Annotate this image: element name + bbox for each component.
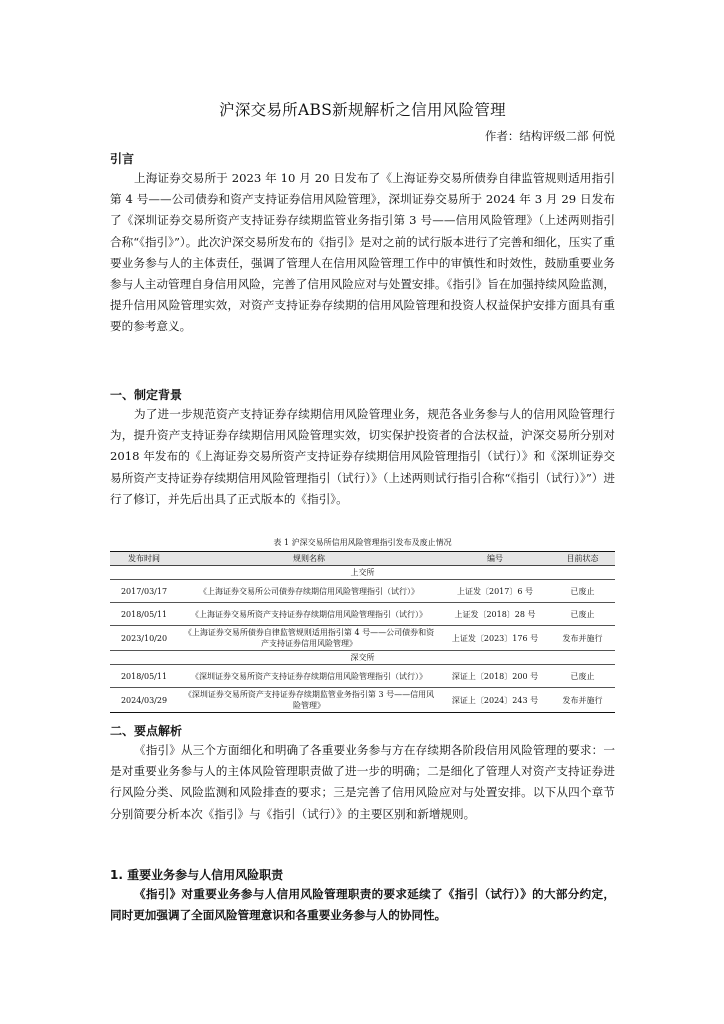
table-section-row: [110, 566, 615, 580]
rules-table: [110, 551, 615, 713]
table-header-cell: 发布时间: [110, 552, 178, 566]
table-header-cell: 规则名称: [178, 552, 440, 566]
rule-name-cell: 《上海证券交易所资产支持证券存续期信用风险管理指引（试行）》: [178, 603, 440, 626]
number-cell: 上证发〔2023〕176 号: [440, 626, 550, 651]
table-row: [110, 603, 615, 626]
document-title: 沪深交易所ABS新规解析之信用风险管理: [219, 101, 506, 119]
status-cell: 已废止: [550, 603, 615, 626]
sub-heading-responsibilities: 1. 重要业务参与人信用风险职责: [110, 868, 284, 882]
author-line: 作者：结构评级二部 何悦: [484, 129, 615, 143]
date-cell: 2018/05/11: [110, 603, 178, 626]
responsibilities-paragraph: 《指引》对重要业务参与人信用风险管理职责的要求延续了《指引（试行）》的大部分约定，同时更加强调了全面风险管理意识和各重要业务参与人的协同性。: [110, 887, 615, 923]
number-cell: 上证发〔2018〕28 号: [440, 603, 550, 626]
background-paragraph: 为了进一步规范资产支持证券存续期信用风险管理业务，规范各业务参与人的信用风险管理行为，提升资产支持证券存续期信用风险管理实效，切实保护投资者的合法权益，沪深交易所分别对 2018 年发布的《上海证券交易所资产支持证券存续期信用风险管理指引（试行）》和《深圳证券交易所资产支持证券存续期信用风险管理指引（试行）》（上述两则试行指引合称“《指引（试行）》”）进行了修订，并先后出具了正式版本的《指引》。: [110, 407, 615, 506]
rule-name-cell: 《上海证券交易所债券自律监管规则适用指引第 4 号——公司债券和资产支持证券信用风险管理》: [178, 626, 440, 651]
date-cell: 2024/03/29: [110, 688, 178, 713]
rule-name-cell: 《上海证券交易所公司债券存续期信用风险管理指引（试行）》: [178, 580, 440, 603]
status-cell: 发布并施行: [550, 688, 615, 713]
table-row: [110, 626, 615, 651]
table-header-cell: 编号: [440, 552, 550, 566]
number-cell: 上证发〔2017〕6 号: [440, 580, 550, 603]
number-cell: 深证上〔2018〕200 号: [440, 665, 550, 688]
table-row: [110, 688, 615, 713]
date-cell: 2017/03/17: [110, 580, 178, 603]
table-row: [110, 580, 615, 603]
status-cell: 发布并施行: [550, 626, 615, 651]
date-cell: 2018/05/11: [110, 665, 178, 688]
number-cell: 深证上〔2024〕243 号: [440, 688, 550, 713]
table-header-cell: 目前状态: [550, 552, 615, 566]
rule-name-cell: 《深圳证券交易所资产支持证券存续期监管业务指引第 3 号——信用风险管理》: [178, 688, 440, 713]
intro-heading: 引言: [110, 152, 135, 166]
table-caption: 表 1 沪深交易所信用风险管理指引发布及废止情况: [273, 538, 452, 547]
status-cell: 已废止: [550, 580, 615, 603]
table-section-row: [110, 651, 615, 665]
rule-name-cell: 《深圳证券交易所资产支持证券存续期信用风险管理指引（试行）》: [178, 665, 440, 688]
key-points-heading: 二、要点解析: [110, 724, 183, 738]
table-row: [110, 665, 615, 688]
status-cell: 已废止: [550, 665, 615, 688]
table-header-row: [110, 552, 615, 566]
intro-paragraph: 上海证券交易所于 2023 年 10 月 20 日发布了《上海证券交易所债券自律监管规则适用指引第 4 号——公司债券和资产支持证券信用风险管理》，深圳证券交易所于 2024 年 3 月 29 日发布了《深圳证券交易所资产支持证券存续期监管业务指引第 3 号——信用风险管理》（上述两则指引合称“《指引》”）。此次沪深交易所发布的《指引》是对之前的试行版本进行了完善和细化，压实了重要业务参与人的主体责任，强调了管理人在信用风险管理工作中的审慎性和时效性，鼓励重要业务参与人主动管理自身信用风险，完善了信用风险应对与处置安排。《指引》旨在加强持续风险监测，提升信用风险管理实效，对资产支持证券存续期的信用风险管理和投资人权益保护安排方面具有重要的参考意义。: [110, 171, 615, 334]
section-label-sse: 上交所: [110, 566, 615, 580]
background-heading: 一、制定背景: [110, 388, 183, 402]
section-label-szse: 深交所: [110, 651, 615, 665]
key-points-paragraph: 《指引》从三个方面细化和明确了各重要业务参与方在存续期各阶段信用风险管理的要求：一是对重要业务参与人的主体风险管理职责做了进一步的明确；二是细化了管理人对资产支持证券进行风险分类、风险监测和风险排查的要求；三是完善了信用风险应对与处置安排。以下从四个章节分别简要分析本次《指引》与《指引（试行）》的主要区别和新增规则。: [110, 743, 615, 821]
date-cell: 2023/10/20: [110, 626, 178, 651]
